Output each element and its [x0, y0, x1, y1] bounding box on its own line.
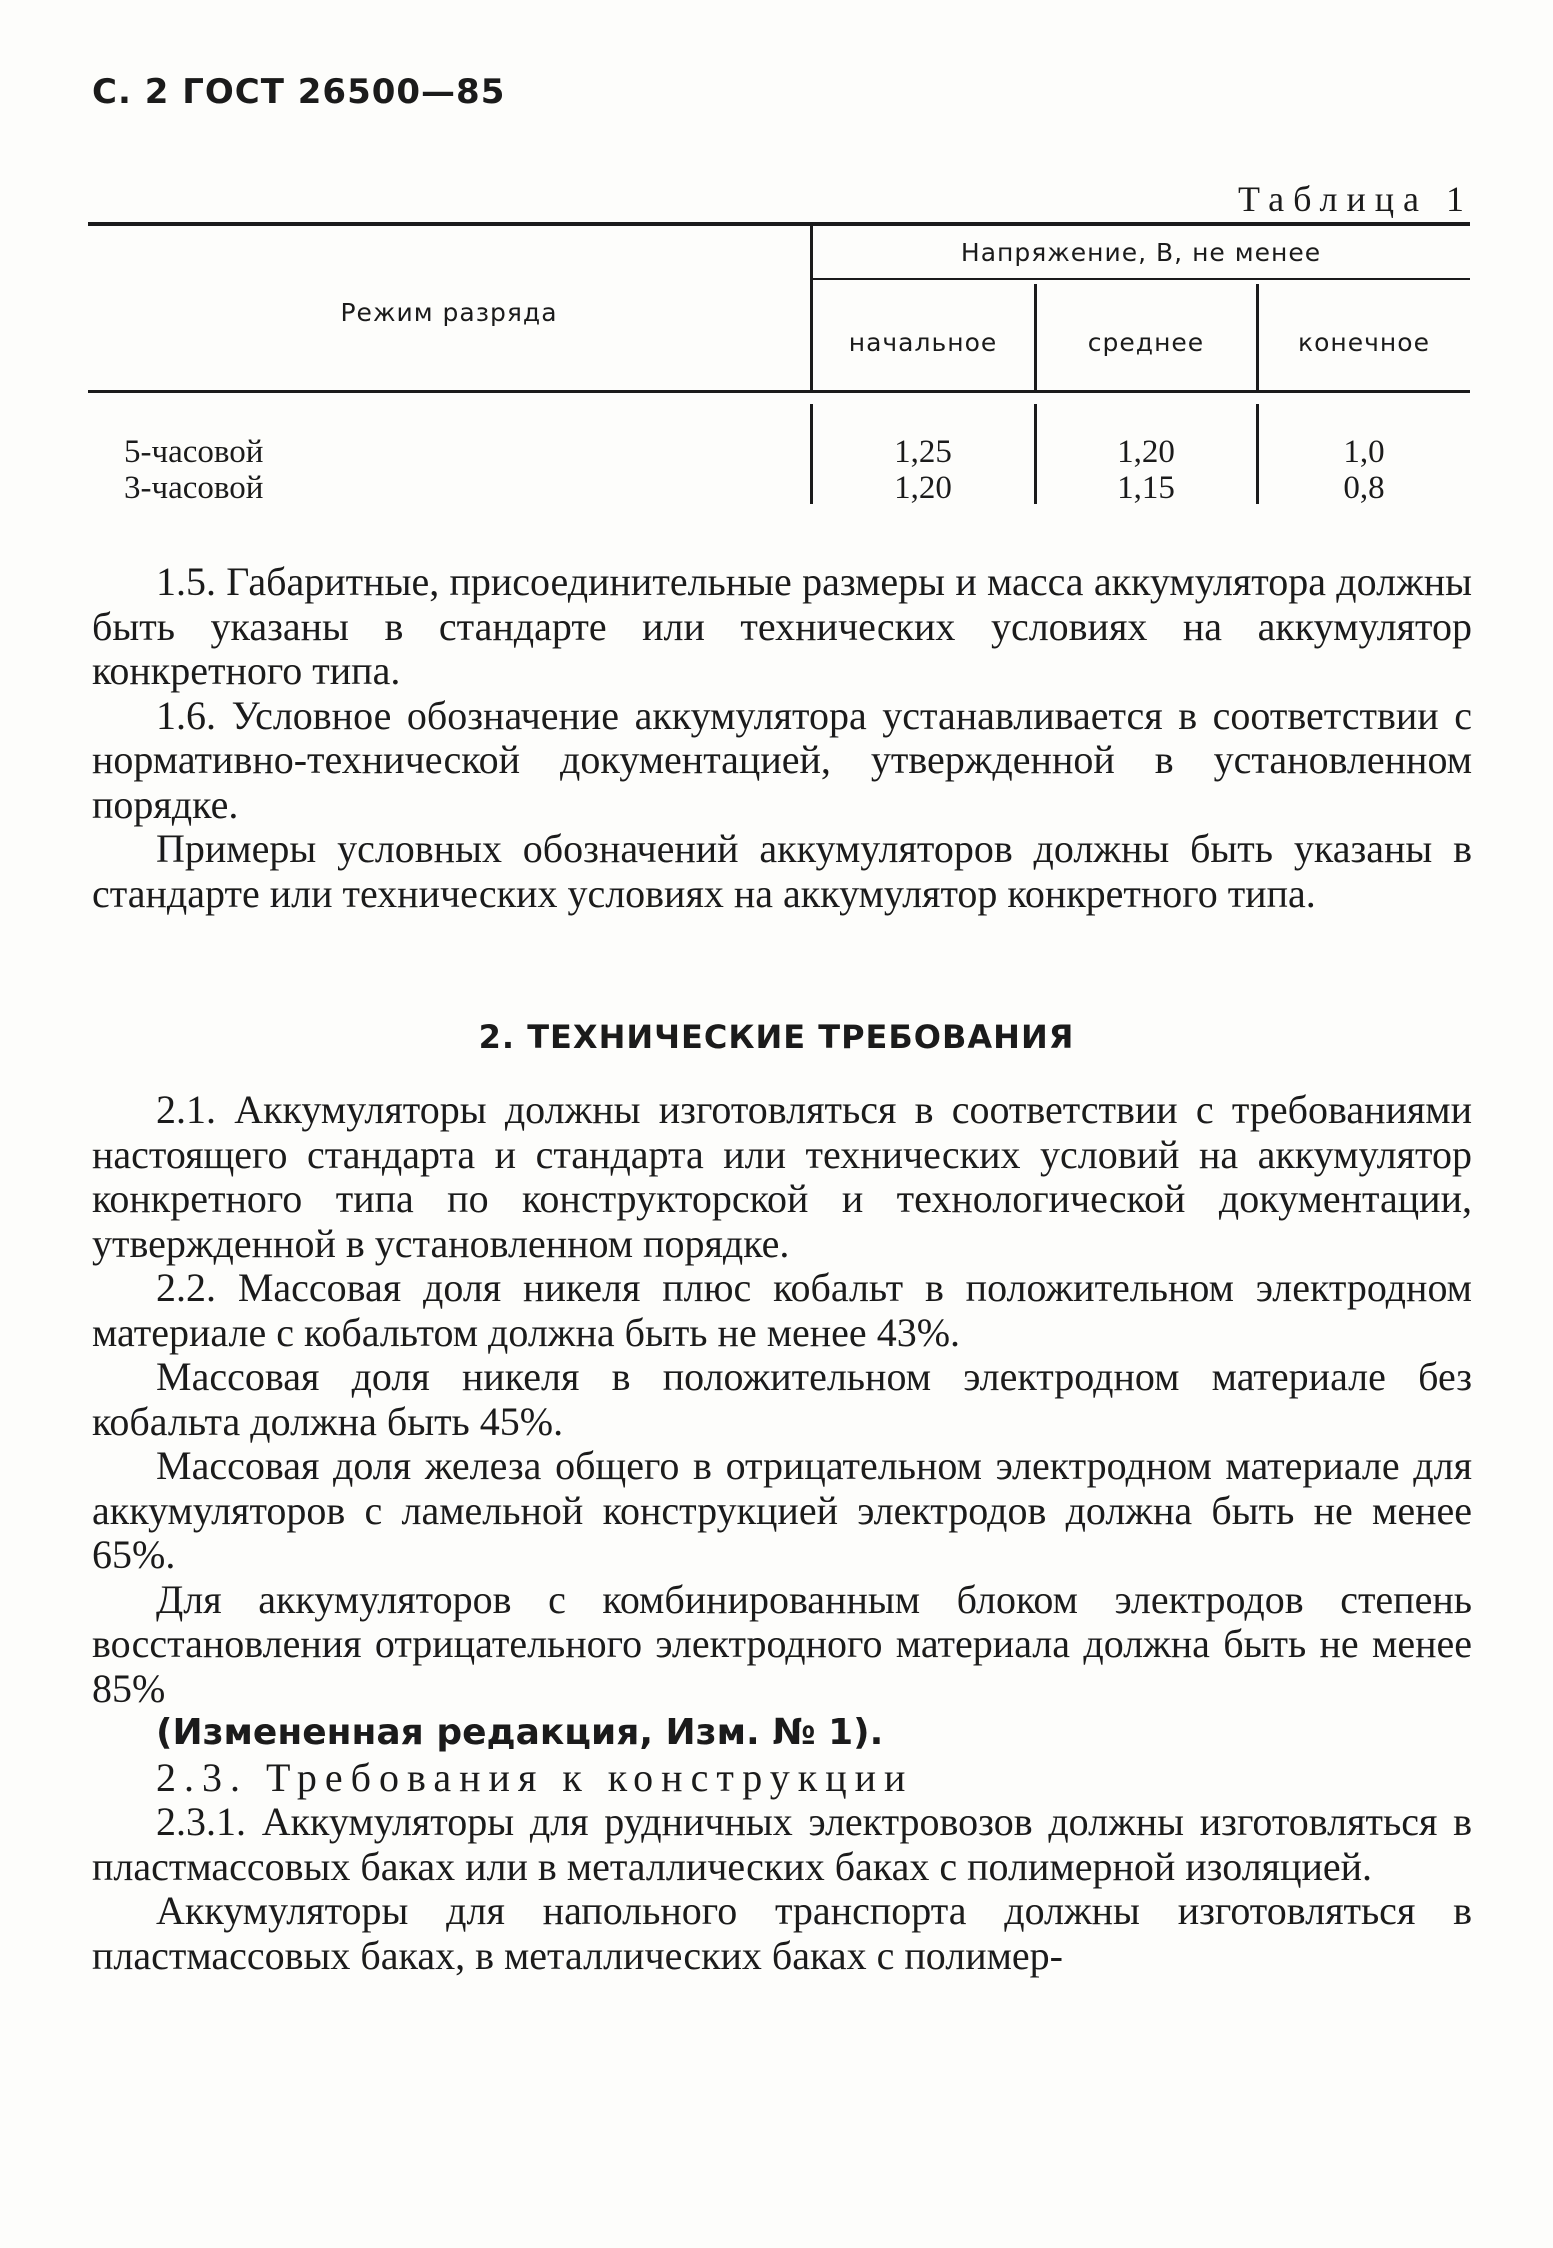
- paragraph-2-1: 2.1. Аккумуляторы должны изготовляться в соответствии с требованиями настоящего стандарта и стандарта или технических условий на аккумулятор конкретного типа по конструкторской и технологической документации, утвержденной в установленном порядке.: [92, 1087, 1472, 1266]
- paragraph-2-3-heading: 2.3. Требования к конструкции: [156, 1754, 914, 1800]
- page-header: С. 2 ГОСТ 26500—85: [92, 72, 506, 112]
- table-header-mode: Режим разряда: [340, 298, 558, 327]
- table-cell-value: 1,15: [1117, 470, 1175, 506]
- paragraph-2-3-1: 2.3.1. Аккумуляторы для рудничных электровозов должны изготовляться в пластмассовых баках или в металлических баках с полимерной изоляцией.: [92, 1799, 1472, 1889]
- table-top-rule: [88, 222, 1470, 226]
- paragraph-2-2-combined: Для аккумуляторов с комбинированным блоком электродов степень восстановления отрицательного электродного материала должна быть не менее 85%: [92, 1576, 1472, 1711]
- table-header-divider: [812, 278, 1470, 280]
- table-header-col-initial: начальное: [848, 328, 998, 357]
- table-cell-value: 1,0: [1343, 434, 1385, 470]
- paragraph-1-6-examples: Примеры условных обозначений аккумуляторов должны быть указаны в стандарте или технических условиях на аккумулятор конкретного типа.: [92, 826, 1472, 916]
- table-header-bottom-rule: [88, 390, 1470, 393]
- table-cell-value: 0,8: [1343, 470, 1385, 506]
- table-caption: Таблица 1: [1238, 179, 1473, 219]
- table-cell-mode: 5-часовой: [124, 434, 264, 470]
- table-header-voltage: Напряжение, В, не менее: [960, 238, 1322, 267]
- text-block-2: [92, 1088, 1472, 1978]
- amendment-note: (Измененная редакция, Изм. № 1).: [156, 1712, 884, 1753]
- paragraph-2-2-iron: Массовая доля железа общего в отрицательном электродном материале для аккумуляторов с ламельной конструкцией электродов должна быть не менее 65%.: [92, 1443, 1472, 1577]
- text-block-1: [92, 560, 1472, 916]
- table-header-col-final: конечное: [1298, 328, 1430, 357]
- table-cell-value: 1,20: [1117, 434, 1175, 470]
- paragraph-2-3-1-floor: Аккумуляторы для напольного транспорта должны изготовляться в пластмассовых баках, в металлических баках с полимер-: [92, 1888, 1472, 1978]
- paragraph-2-2: 2.2. Массовая доля никеля плюс кобальт в положительном электродном материале с кобальтом должна быть не менее 43%.: [92, 1265, 1472, 1355]
- paragraph-1-6: 1.6. Условное обозначение аккумулятора устанавливается в соответствии с нормативно-технической документацией, утвержденной в установленном порядке.: [92, 692, 1472, 827]
- table-cell-value: 1,20: [894, 470, 952, 506]
- table-header-col-average: среднее: [1087, 328, 1205, 357]
- table-cell-value: 1,25: [894, 434, 952, 470]
- paragraph-2-2-nickel: Массовая доля никеля в положительном электродном материале без кобальта должна быть 45%.: [92, 1354, 1472, 1444]
- paragraph-1-5: 1.5. Габаритные, присоединительные размеры и масса аккумулятора должны быть указаны в стандарте или технических условиях на аккумулятор конкретного типа.: [92, 559, 1472, 693]
- table-cell-mode: 3-часовой: [124, 470, 264, 506]
- section-title: 2. ТЕХНИЧЕСКИЕ ТРЕБОВАНИЯ: [478, 1018, 1075, 1056]
